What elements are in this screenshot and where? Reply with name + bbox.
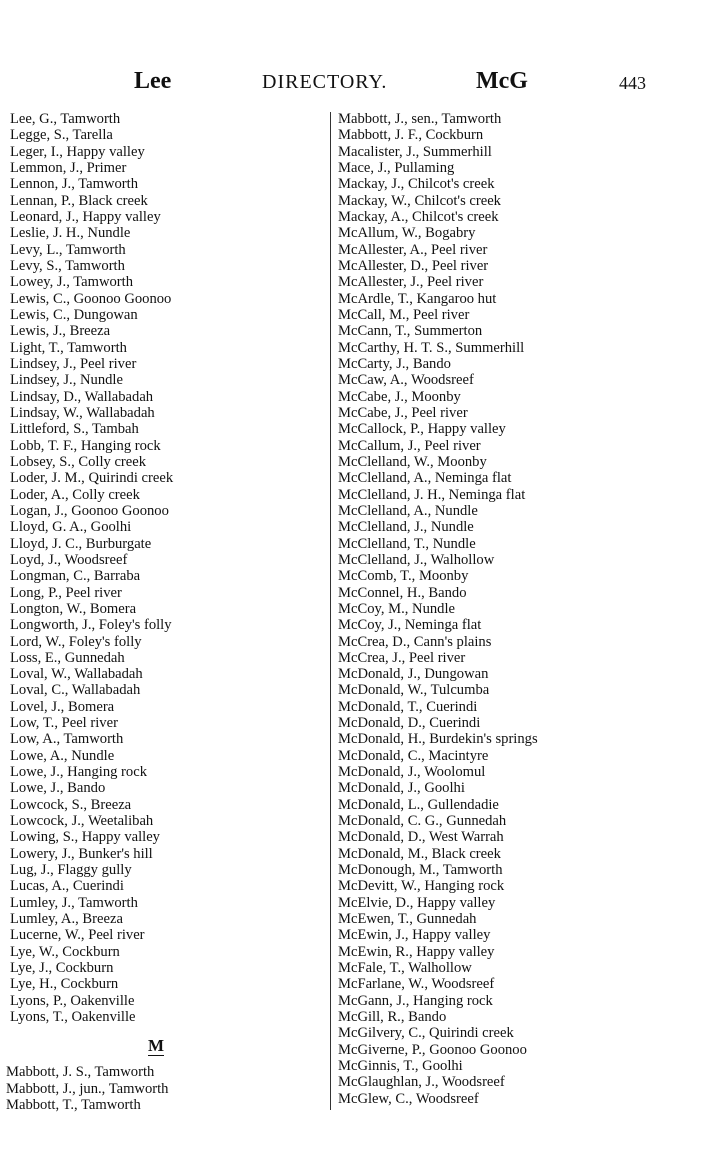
directory-entry: McCrea, D., Cann's plains xyxy=(338,633,492,650)
directory-entry: Logan, J., Goonoo Goonoo xyxy=(10,502,169,519)
directory-entry: McCall, M., Peel river xyxy=(338,306,470,323)
directory-entry: McCarthy, H. T. S., Summerhill xyxy=(338,339,525,356)
directory-entry: Lumley, A., Breeza xyxy=(10,911,123,928)
directory-entry: Light, T., Tamworth xyxy=(10,339,127,356)
directory-entry: Leonard, J., Happy valley xyxy=(10,208,161,225)
page-number: 443 xyxy=(619,73,646,93)
directory-entry: Loder, J. M., Quirindi creek xyxy=(10,470,174,487)
directory-entry: McClelland, J. H., Neminga flat xyxy=(338,486,526,503)
directory-entry: Mabbott, J. F., Cockburn xyxy=(338,127,484,144)
directory-entry: Levy, S., Tamworth xyxy=(10,257,125,274)
directory-entry: Lindsey, J., Nundle xyxy=(10,372,123,389)
directory-entry: McCaw, A., Woodsreef xyxy=(338,372,474,389)
page-header xyxy=(0,68,704,98)
directory-entry: McCann, T., Summerton xyxy=(338,323,483,340)
section-m-entry-list xyxy=(6,1064,322,1113)
directory-entry: Mackay, A., Chilcot's creek xyxy=(338,208,499,225)
directory-entry: McCallock, P., Happy valley xyxy=(338,421,506,438)
directory-entry: McDonald, J., Dungowan xyxy=(338,666,489,683)
directory-entry: Lye, H., Cockburn xyxy=(10,976,119,993)
directory-entry: Lindsay, D., Wallabadah xyxy=(10,388,154,405)
directory-entry: Lindsey, J., Peel river xyxy=(10,355,137,372)
directory-entry: McEwen, T., Gunnedah xyxy=(338,911,477,928)
directory-entry: Lug, J., Flaggy gully xyxy=(10,862,132,879)
directory-entry: McComb, T., Moonby xyxy=(338,568,469,585)
directory-entry: McFarlane, W., Woodsreef xyxy=(338,976,495,993)
directory-entry: McDonald, J., Goolhi xyxy=(338,780,465,797)
directory-entry: McElvie, D., Happy valley xyxy=(338,894,496,911)
directory-entry: Leger, I., Happy valley xyxy=(10,143,145,160)
column-divider xyxy=(330,112,331,1110)
directory-entry: McDonald, W., Tulcumba xyxy=(338,682,490,699)
directory-entry: Low, T., Peel river xyxy=(10,715,118,732)
directory-entry: McDonald, D., Cuerindi xyxy=(338,715,481,732)
directory-entry: Lobb, T. F., Hanging rock xyxy=(10,437,161,454)
directory-entry: McCrea, J., Peel river xyxy=(338,649,466,666)
directory-entry: Lowe, J., Bando xyxy=(10,780,106,797)
directory-entry: Lowcock, S., Breeza xyxy=(10,796,132,813)
directory-entry: Leslie, J. H., Nundle xyxy=(10,225,131,242)
directory-entry: McCoy, M., Nundle xyxy=(338,600,456,617)
directory-entry: Lloyd, J. C., Burburgate xyxy=(10,535,152,552)
directory-entry: McGinnis, T., Goolhi xyxy=(338,1058,463,1075)
directory-entry: McDonald, C. G., Gunnedah xyxy=(338,813,507,830)
directory-entry: McCabe, J., Peel river xyxy=(338,404,468,421)
running-head-last: McG xyxy=(476,68,528,94)
directory-entry: Loyd, J., Woodsreef xyxy=(10,551,128,568)
directory-entry: McDevitt, W., Hanging rock xyxy=(338,878,505,895)
directory-entry: Legge, S., Tarella xyxy=(10,127,113,144)
directory-entry: Lemmon, J., Primer xyxy=(10,159,127,176)
directory-entry: Mackay, W., Chilcot's creek xyxy=(338,192,501,209)
directory-entry: Longman, C., Barraba xyxy=(10,568,141,585)
directory-entry: Macalister, J., Summerhill xyxy=(338,143,492,160)
directory-entry: Lowcock, J., Weetalibah xyxy=(10,813,154,830)
directory-entry: Lyons, P., Oakenville xyxy=(10,992,135,1009)
directory-entry: McCarty, J., Bando xyxy=(338,355,451,372)
directory-entry: McDonough, M., Tamworth xyxy=(338,862,503,879)
directory-entry: McClelland, W., Moonby xyxy=(338,453,487,470)
directory-entry: Mackay, J., Chilcot's creek xyxy=(338,176,495,193)
directory-entry: McEwin, J., Happy valley xyxy=(338,927,491,944)
directory-entry: McConnel, H., Bando xyxy=(338,584,467,601)
directory-entry: Lucerne, W., Peel river xyxy=(10,927,145,944)
directory-entry: Lowing, S., Happy valley xyxy=(10,829,160,846)
directory-entry: Lumley, J., Tamworth xyxy=(10,894,138,911)
directory-entry: Lobsey, S., Colly creek xyxy=(10,453,147,470)
directory-entry: McGill, R., Bando xyxy=(338,1009,447,1026)
directory-entry: McDonald, L., Gullendadie xyxy=(338,796,499,813)
directory-entry: Mabbott, J. S., Tamworth xyxy=(6,1064,155,1081)
directory-entry: McDonald, D., West Warrah xyxy=(338,829,504,846)
directory-entry: McClelland, J., Nundle xyxy=(338,519,474,536)
directory-entry: Mabbott, T., Tamworth xyxy=(6,1097,141,1114)
directory-entry: Loder, A., Colly creek xyxy=(10,486,140,503)
directory-entry: Lye, J., Cockburn xyxy=(10,960,114,977)
running-head-first: Lee xyxy=(134,68,172,94)
directory-entry: Lowey, J., Tamworth xyxy=(10,274,134,291)
directory-entry: McDonald, J., Woolomul xyxy=(338,764,486,781)
directory-entry: Lowe, A., Nundle xyxy=(10,747,115,764)
directory-entry: McDonald, T., Cuerindi xyxy=(338,698,478,715)
directory-entry: McDonald, C., Macintyre xyxy=(338,747,489,764)
directory-entry: Mace, J., Pullaming xyxy=(338,159,455,176)
directory-entry: Loval, C., Wallabadah xyxy=(10,682,141,699)
left-column xyxy=(6,111,322,1114)
directory-entry: McGilvery, C., Quirindi creek xyxy=(338,1025,514,1042)
directory-entry: Long, P., Peel river xyxy=(10,584,122,601)
directory-entry: McGiverne, P., Goonoo Goonoo xyxy=(338,1041,527,1058)
directory-entry: Mabbott, J., sen., Tamworth xyxy=(338,111,502,127)
directory-entry: Lovel, J., Bomera xyxy=(10,698,115,715)
directory-entry: McGann, J., Hanging rock xyxy=(338,992,493,1009)
directory-entry: Lennon, J., Tamworth xyxy=(10,176,139,193)
directory-entry: Lowery, J., Bunker's hill xyxy=(10,845,153,862)
directory-entry: McClelland, T., Nundle xyxy=(338,535,476,552)
directory-entry: McEwin, R., Happy valley xyxy=(338,943,495,960)
directory-entry: Lewis, J., Breeza xyxy=(10,323,111,340)
section-heading-letter: M xyxy=(147,1036,165,1056)
directory-entry: McAllester, D., Peel river xyxy=(338,257,489,274)
directory-entry: Lindsay, W., Wallabadah xyxy=(10,404,155,421)
directory-entry: Lyons, T., Oakenville xyxy=(10,1009,136,1026)
directory-entry: McAllester, J., Peel river xyxy=(338,274,484,291)
directory-entry: Lewis, C., Dungowan xyxy=(10,306,138,323)
directory-entry: McFale, T., Walhollow xyxy=(338,960,472,977)
directory-entry: McAllester, A., Peel river xyxy=(338,241,488,258)
directory-entry: McClelland, A., Neminga flat xyxy=(338,470,512,487)
directory-entry: Longton, W., Bomera xyxy=(10,600,137,617)
directory-entry: McArdle, T., Kangaroo hut xyxy=(338,290,497,307)
left-entry-list xyxy=(10,111,322,1025)
directory-entry: McClelland, A., Nundle xyxy=(338,502,478,519)
directory-entry: McDonald, M., Black creek xyxy=(338,845,501,862)
right-entry-list xyxy=(338,111,698,1107)
directory-entry: Levy, L., Tamworth xyxy=(10,241,126,258)
directory-entry: McClelland, J., Walhollow xyxy=(338,551,495,568)
directory-entry: McDonald, H., Burdekin's springs xyxy=(338,731,538,748)
directory-entry: Lowe, J., Hanging rock xyxy=(10,764,147,781)
directory-entry: Lucas, A., Cuerindi xyxy=(10,878,124,895)
directory-entry: Littleford, S., Tambah xyxy=(10,421,139,438)
directory-entry: Longworth, J., Foley's folly xyxy=(10,617,172,634)
directory-entry: Lennan, P., Black creek xyxy=(10,192,148,209)
right-column xyxy=(338,111,698,1107)
directory-entry: Lord, W., Foley's folly xyxy=(10,633,142,650)
directory-entry: Lye, W., Cockburn xyxy=(10,943,120,960)
directory-entry: McCabe, J., Moonby xyxy=(338,388,461,405)
directory-entry: McGlew, C., Woodsreef xyxy=(338,1090,479,1107)
running-head-title: DIRECTORY. xyxy=(262,71,388,93)
directory-entry: Lloyd, G. A., Goolhi xyxy=(10,519,132,536)
directory-entry: Lee, G., Tamworth xyxy=(10,111,121,127)
directory-entry: Low, A., Tamworth xyxy=(10,731,124,748)
directory-entry: McCallum, J., Peel river xyxy=(338,437,481,454)
directory-entry: McAllum, W., Bogabry xyxy=(338,225,476,242)
section-heading xyxy=(10,1036,322,1056)
directory-entry: Loval, W., Wallabadah xyxy=(10,666,143,683)
directory-entry: Loss, E., Gunnedah xyxy=(10,649,125,666)
directory-entry: McCoy, J., Neminga flat xyxy=(338,617,482,634)
directory-entry: McGlaughlan, J., Woodsreef xyxy=(338,1074,505,1091)
directory-entry: Mabbott, J., jun., Tamworth xyxy=(6,1080,169,1097)
directory-entry: Lewis, C., Goonoo Goonoo xyxy=(10,290,172,307)
